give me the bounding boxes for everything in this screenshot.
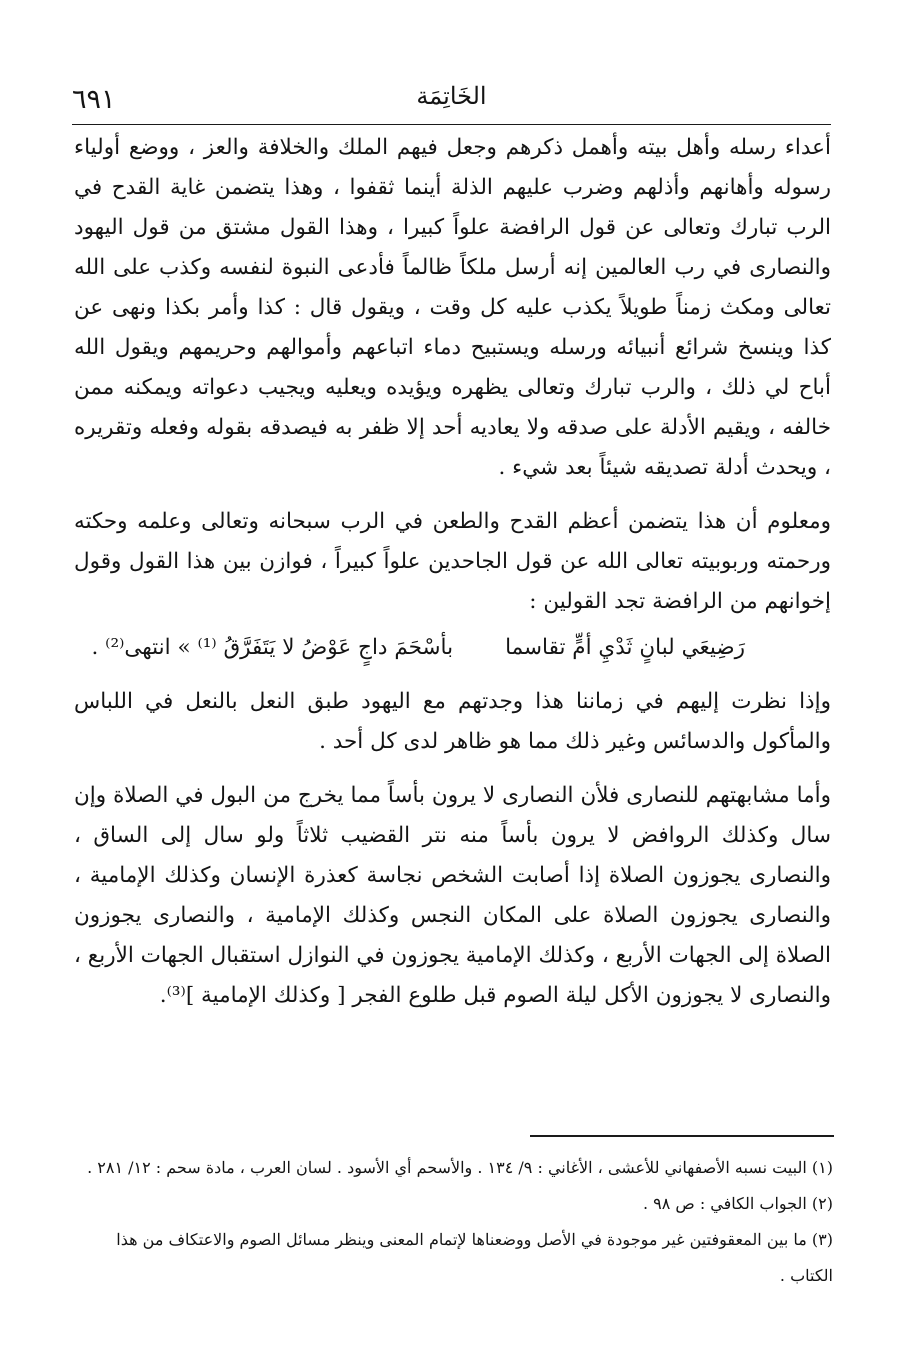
paragraph: وإذا نظرت إليهم في زماننا هذا وجدتهم مع اليهود طبق النعل بالنعل في اللباس والمأكول والدسائس وغير ذلك مما هو ظاهر لدى كل أحد . xyxy=(74,689,831,754)
poetry-verse xyxy=(74,628,831,668)
paragraph: ومعلوم أن هذا يتضمن أعظم القدح والطعن في الرب سبحانه وتعالى وعلمه وحكته ورحمته وربوبيته تعالى الله عن قول الجاحدين علواً كبيراً ، فوازن بين هذا القول وقول إخوانهم من الرافضة تجد القولين : xyxy=(74,509,831,614)
paragraph: أعداء رسله وأهل بيته وأهمل ذكرهم وجعل فيهم الملك والخلافة والعز ، ووضع أولياء رسوله وأهانهم وأذلهم وضرب عليهم الذلة أينما ثقفوا ، وهذا يتضمن غاية القدح في الرب تبارك وتعالى عن قول الرافضة علواً كبيرا ، وهذا القول مشتق من قول اليهود والنصارى في رب العالمين إنه أرسل ملكاً ظالماً فأدعى النبوة لنفسه وكذب على الله تعالى ومكث زمناً طويلاً يكذب عليه كل وقت ، ويقول قال : كذا وأمر بكذا ونهى عن كذا وينسخ شرائع أنبيائه ورسله ويستبيح دماء اتباعهم وأموالهم وحريمهم ويقول الله أباح لي ذلك ، والرب تبارك وتعالى يظهره ويؤيده ويعليه ويجيب دعواته ويمكنه ممن خالفه ، ويقيم الأدلة على صدقه ولا يعاديه أحد إلا ظفر به فيصدقه بقوله وفعله وتقريره ، ويحدث أدلة تصديقه شيئاً بعد شيء . xyxy=(74,135,831,480)
page-number: ٦٩١ xyxy=(72,84,116,115)
footnote: (١) البيت نسبه الأصفهاني للأعشى ، الأغاني : ٩/ ١٣٤ . والأسحم أي الأسود . لسان العرب ، مادة سحم : ١٢/ ٢٨١ . xyxy=(87,1158,833,1177)
verse-hemistich-second: بأسْحَمَ داجٍ عَوْضُ لا يَتَفَرَّقُ ⁽¹⁾ » انتهى⁽²⁾ . xyxy=(91,635,454,660)
footnote-divider xyxy=(530,1135,834,1137)
footnote: (٢) الجواب الكافي : ص ٩٨ . xyxy=(642,1194,833,1213)
verse-hemistich-first: رَضِيعَي لبانٍ ثَدْيِ أمٍّ تقاسما xyxy=(505,635,745,660)
main-text xyxy=(74,128,831,1016)
footnotes xyxy=(74,1150,833,1294)
chapter-title: الخَاتِمَة xyxy=(416,82,487,110)
footnote: (٣) ما بين المعقوفتين غير موجودة في الأصل ووضعناها لإتمام المعنى وينظر مسائل الصوم والاعتكاف من هذا الكتاب . xyxy=(116,1230,833,1285)
paragraph: وأما مشابهتهم للنصارى فلأن النصارى لا يرون بأساً مما يخرج من البول في الصلاة وإن سال وكذلك الروافض لا يرون بأساً منه نتر القضيب ثلاثاً ولو سال إلى الساق ، والنصارى يجوزون الصلاة إذا أصابت الشخص نجاسة كعذرة الإنسان وكذلك الإمامية ، والنصارى يجوزون الصلاة على المكان النجس وكذلك الإمامية ، والنصارى يجوزون الصلاة إلى الجهات الأربع ، وكذلك الإمامية يجوزون في النوازل استقبال الجهات الأربع ، والنصارى لا يجوزون الأكل ليلة الصوم قبل طلوع الفجر [ وكذلك الإمامية ]⁽³⁾. xyxy=(74,783,831,1008)
running-header xyxy=(72,82,831,125)
